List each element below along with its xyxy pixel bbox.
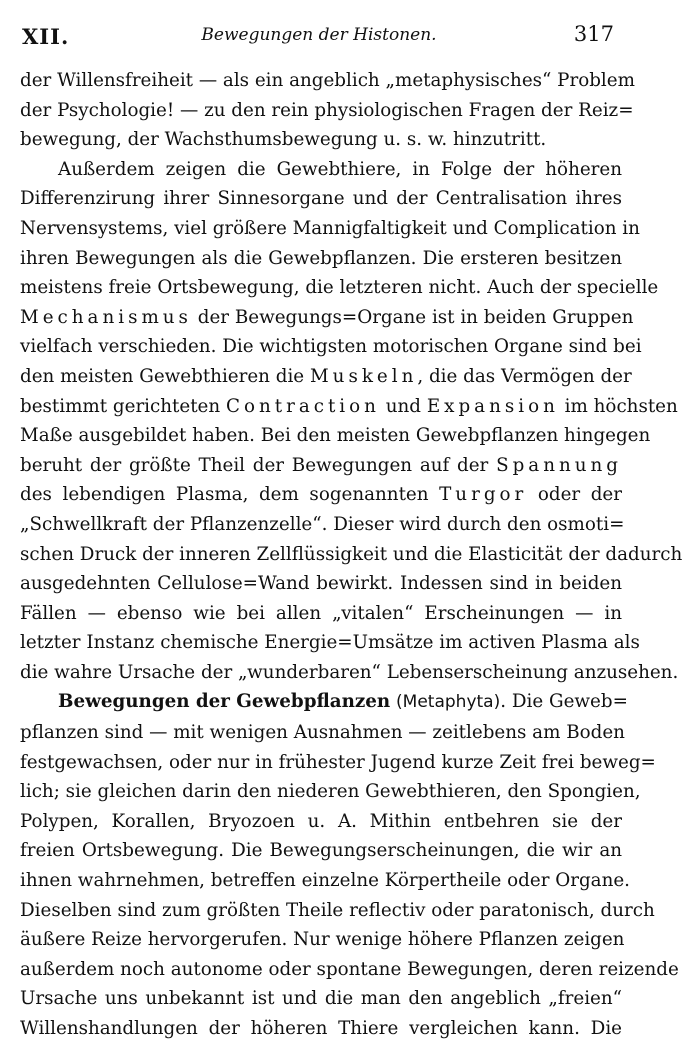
text-line — [20, 480, 622, 510]
text-run: . Die Geweb= — [500, 691, 628, 713]
text-line: die wahre Ursache der „wunderbaren“ Lebenserscheinung anzusehen. — [20, 661, 679, 683]
text-run: bestimmt gerichteten — [20, 395, 226, 417]
text-line — [20, 451, 622, 481]
emphasized-term: Contraction — [225, 395, 380, 417]
text-line — [20, 303, 634, 333]
text-line — [20, 392, 678, 422]
text-line: bewegung, der Wachsthumsbewegung u. s. w. hinzutritt. — [20, 129, 547, 151]
text-line: ihren Bewegungen als die Gewebpflanzen. Die ersteren besitzen — [20, 247, 622, 269]
text-run: oder der — [527, 484, 622, 506]
page-header — [20, 18, 618, 48]
section-heading: Bewegungen der Gewebpflanzen — [58, 691, 391, 713]
text-line: äußere Reize hervorgerufen. Nur wenige höhere Pflanzen zeigen — [20, 929, 625, 951]
latin-term: (Metaphyta) — [396, 692, 501, 713]
text-line: Maße ausgebildet haben. Bei den meisten Gewebpflanzen hingegen — [20, 425, 651, 447]
text-line: „Schwellkraft der Pflanzenzelle“. Dieser wird durch den osmoti= — [20, 513, 625, 535]
text-line: Ursache uns unbekannt ist und die man den angeblich „freien“ — [20, 988, 622, 1010]
text-run: der Bewegungs=Organe ist in beiden Gruppen — [191, 306, 634, 328]
text-line: ausgedehnten Cellulose=Wand bewirkt. Indessen sind in beiden — [20, 573, 622, 595]
text-run: den meisten Gewebthieren die — [20, 365, 310, 387]
text-line: Dieselben sind zum größten Theile reflectiv oder paratonisch, durch — [20, 899, 655, 921]
text-run: beruht der größte Theil der Bewegungen auf der — [20, 454, 497, 476]
text-line: der Willensfreiheit — als ein angeblich „metaphysisches“ Problem — [20, 70, 635, 91]
text-line — [20, 687, 628, 718]
text-line: der Psychologie! — zu den rein physiologischen Fragen der Reiz= — [20, 99, 634, 121]
text-line — [20, 362, 632, 392]
text-line: festgewachsen, oder nur in frühester Jugend kurze Zeit frei beweg= — [20, 751, 656, 773]
text-line: meistens freie Ortsbewegung, die letzteren nicht. Auch der specielle — [20, 277, 659, 299]
text-line: außerdem noch autonome oder spontane Bewegungen, deren reizende — [20, 958, 679, 980]
text-run: des lebendigen Plasma, dem sogenannten — [20, 484, 440, 506]
text-line: Differenzirung ihrer Sinnesorgane und der Centralisation ihres — [20, 188, 622, 210]
text-line: vielfach verschieden. Die wichtigsten motorischen Organe sind bei — [20, 336, 642, 358]
running-title: Bewegungen der Histonen. — [201, 25, 437, 45]
chapter-number: XII. — [22, 24, 70, 49]
text-line: lich; sie gleichen darin den niederen Gewebthieren, den Spongien, — [20, 781, 641, 803]
text-line: freien Ortsbewegung. Die Bewegungserscheinungen, die wir an — [20, 840, 622, 862]
emphasized-term: Expansion — [426, 395, 559, 417]
body-text — [20, 66, 682, 1044]
text-line: schen Druck der inneren Zellflüssigkeit und die Elasticität der dadurch — [20, 543, 682, 565]
text-line: Außerdem zeigen die Gewebthiere, in Folge der höheren — [58, 158, 622, 180]
text-line: Polypen, Korallen, Bryozoen u. A. Mithin entbehren sie der — [20, 810, 622, 832]
text-run: und — [379, 395, 427, 417]
text-line: letzter Instanz chemische Energie=Umsätze im activen Plasma als — [20, 632, 640, 654]
text-run: im höchsten — [558, 395, 678, 417]
page-number: 317 — [573, 22, 614, 46]
text-line: pflanzen sind — mit wenigen Ausnahmen — zeitlebens am Boden — [20, 722, 625, 744]
text-line: Fällen — ebenso wie bei allen „vitalen“ Erscheinungen — in — [20, 602, 622, 624]
text-line: ihnen wahrnehmen, betreffen einzelne Körpertheile oder Organe. — [20, 870, 630, 892]
emphasized-term: Spannung — [496, 454, 622, 476]
emphasized-term: Muskeln — [309, 365, 418, 387]
emphasized-term: Mechanismus — [20, 306, 192, 328]
emphasized-term: Turgor — [439, 484, 528, 506]
text-line: Nervensystems, viel größere Mannigfaltigkeit und Complication in — [20, 217, 640, 239]
text-line: Willenshandlungen der höheren Thiere vergleichen kann. Die — [20, 1018, 622, 1039]
text-run: , die das Vermögen der — [417, 365, 632, 387]
